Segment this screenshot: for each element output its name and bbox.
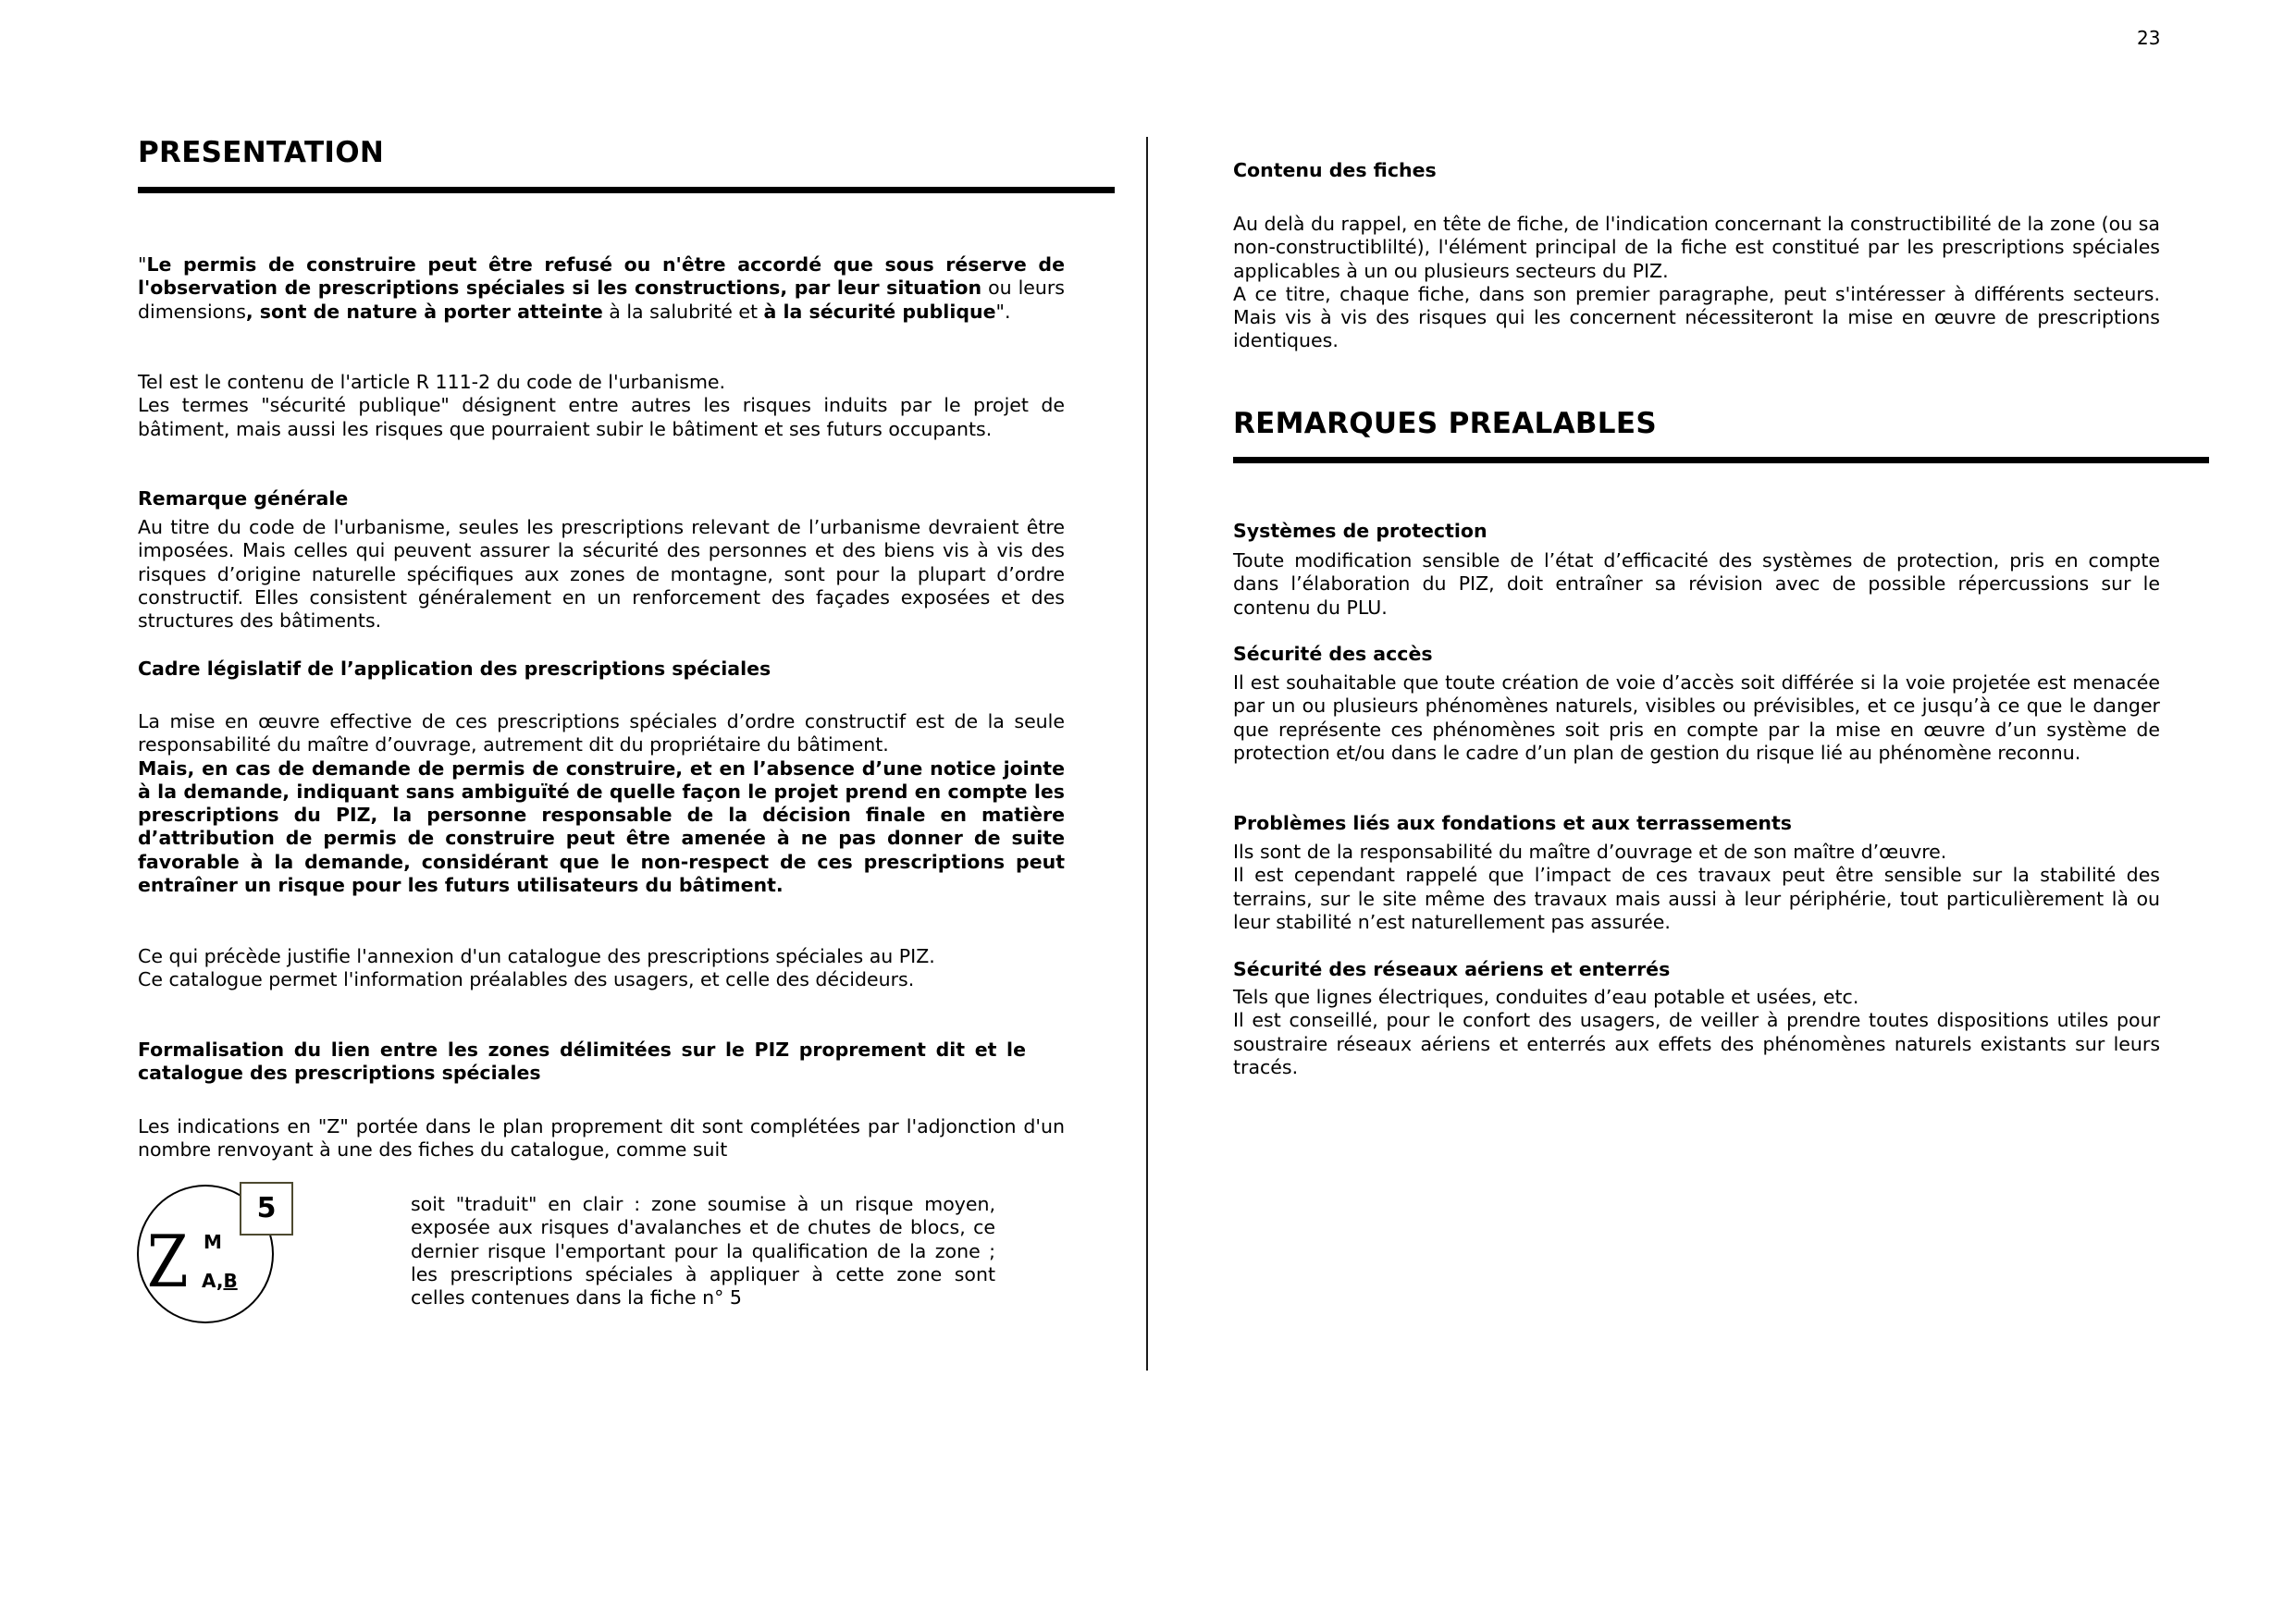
zone-risk-level: M <box>204 1231 222 1253</box>
title-rule <box>138 187 1115 193</box>
title-rule <box>1233 457 2209 463</box>
section-text: Il est souhaitable que toute création de voie d’accès soit différée si la voie projetée est menacée par un ou plusieurs phénomènes naturels, visibles ou prévisibles, et ce jusqu’à ce que le danger que représente ces phénomènes soit pris en compte par la mise en œuvre d’un système de protection et/ou dans le cadre d’un plan de gestion du risque lié au phénomène reconnu. <box>1233 671 2160 764</box>
intro-line-1: Tel est le contenu de l'article R 111-2 du code de l'urbanisme. <box>138 371 726 393</box>
zone-letter: Z <box>147 1221 189 1304</box>
column-divider <box>1146 137 1148 1371</box>
subheading-fondations-terrassements: Problèmes liés aux fondations et aux terrassements <box>1233 812 1793 834</box>
risk-type-b: B <box>223 1270 238 1292</box>
zone-symbol-explanation <box>411 1193 995 1309</box>
quote-bold-1: Le permis de construire peut être refusé ou n'être accordé que sous réserve de l'observation de prescriptions spéciales si les constructions, par leur situation <box>138 253 1065 300</box>
risk-type-a: A, <box>202 1270 224 1292</box>
zone-risk-types <box>202 1270 238 1292</box>
reseaux-body <box>1233 986 2160 1079</box>
contenu-para-2: A ce titre, chaque fiche, dans son premier paragraphe, peut s'intéresser à différents secteurs. Mais vis à vis des risques qui les concernent nécessiteront la mise en œuvre de prescriptions identiques. <box>1233 282 2160 352</box>
fondations-body <box>1233 841 2160 934</box>
cadre-legislatif-body <box>138 710 1065 897</box>
securite-acces-body <box>1233 671 2160 765</box>
subheading-formalisation: Formalisation du lien entre les zones délimitées sur le PIZ proprement dit et le catalogue des prescriptions spéciales <box>138 1039 1026 1085</box>
quote-normal-1: ou leurs dimensions <box>138 277 1065 323</box>
formalisation-text: Les indications en "Z" portée dans le plan proprement dit sont complétées par l'adjonction d'un nombre renvoyant à une des fiches du catalogue, comme suit <box>138 1115 1065 1162</box>
contenu-para-1: Au delà du rappel, en tête de fiche, de l'indication concernant la constructibilité de la zone (ou sa non-constructiblilté), l'élément principal de la fiche est constitué par les prescriptions spéciales applicables à un ou plusieurs secteurs du PIZ. <box>1233 213 2160 282</box>
subheading-reseaux: Sécurité des réseaux aériens et enterrés <box>1233 958 1671 980</box>
quote-bold-2: , sont de nature à porter atteinte <box>245 300 603 323</box>
subheading-systemes-protection: Systèmes de protection <box>1233 520 1487 542</box>
subheading-contenu-des-fiches: Contenu des fiches <box>1233 159 1437 181</box>
intro-paragraph <box>138 371 1065 441</box>
remarque-text: Au titre du code de l'urbanisme, seules les prescriptions relevant de l’urbanisme devraient être imposées. Mais celles qui peuvent assurer la sécurité des personnes et des biens vis à vis des risques d’origine naturelle spécifiques aux zones de montagne, sont pour la plupart d’ordre constructif. Elles consistent généralement en un renforcement des façades exposées et des structures des bâtiments. <box>138 516 1065 633</box>
catalogue-line-1: Ce qui précède justifie l'annexion d'un catalogue des prescriptions spéciales au PIZ. <box>138 945 935 967</box>
remarque-generale-body <box>138 516 1065 633</box>
article-quote <box>138 253 1065 324</box>
quote-bold-3: à la sécurité publique <box>763 300 996 323</box>
quote-open: " <box>138 253 147 276</box>
fiche-number-box: 5 <box>240 1182 293 1236</box>
quote-close: ". <box>995 300 1011 323</box>
section-text: Ils sont de la responsabilité du maître d’ouvrage et de son maître d’œuvre. <box>1233 841 1947 863</box>
subheading-cadre-legislatif: Cadre législatif de l’application des prescriptions spéciales <box>138 658 772 680</box>
intro-line-2: Les termes "sécurité publique" désignent entre autres les risques induits par le projet de bâtiment, mais aussi les risques que pourraient subir le bâtiment et ses futurs occupants. <box>138 394 1065 440</box>
section-text: Il est conseillé, pour le confort des usagers, de veiller à prendre toutes dispositions utiles pour soustraire réseaux aériens et enterrés aux effets des phénomènes naturels existants sur leurs tracés. <box>1233 1009 2160 1078</box>
section-text: Tels que lignes électriques, conduites d’eau potable et usées, etc. <box>1233 986 1859 1008</box>
catalogue-paragraph <box>138 945 1065 992</box>
explanation-text: soit "traduit" en clair : zone soumise à un risque moyen, exposée aux risques d'avalanches et de chutes de blocs, ce dernier risque l'emportant pour la qualification de la zone ; les prescriptions spéciales à appliquer à cette zone sont celles contenues dans la fiche n° 5 <box>411 1193 995 1309</box>
cadre-text: La mise en œuvre effective de ces prescriptions spéciales d’ordre constructif est de la seule responsabilité du maître d’ouvrage, autrement dit du propriétaire du bâtiment. <box>138 710 1065 756</box>
subheading-securite-acces: Sécurité des accès <box>1233 643 1433 665</box>
subheading-remarque-generale: Remarque générale <box>138 487 349 510</box>
catalogue-line-2: Ce catalogue permet l'information préalables des usagers, et celle des décideurs. <box>138 968 915 991</box>
section-text: Toute modification sensible de l’état d’efficacité des systèmes de protection, pris en compte dans l’élaboration du PIZ, doit entraîner sa révision avec de possible répercussions sur le contenu du PLU. <box>1233 549 2160 619</box>
formalisation-body <box>138 1115 1065 1162</box>
section-title-presentation: PRESENTATION <box>138 136 385 169</box>
section-title-remarques-prealables: REMARQUES PREALABLES <box>1233 407 1657 440</box>
cadre-bold-text: Mais, en cas de demande de permis de construire, et en l’absence d’une notice jointe à la demande, indiquant sans ambiguïté de quelle façon le projet prend en compte les prescriptions du PIZ, la personne responsable de la décision finale en matière d’attribution de permis de construire peut être amenée à ne pas donner de suite favorable à la demande, considérant que le non-respect de ces prescriptions peut entraîner un risque pour les futurs utilisateurs du bâtiment. <box>138 756 1065 897</box>
systemes-protection-body <box>1233 549 2160 620</box>
contenu-body <box>1233 213 2160 353</box>
quote-normal-2: à la salubrité et <box>602 300 764 323</box>
section-text: Il est cependant rappelé que l’impact de ces travaux peut être sensible sur la stabilité des terrains, sur le site même des travaux mais aussi à leur périphérie, tout particulièrement là ou leur stabilité n’est naturellement pas assurée. <box>1233 864 2160 933</box>
page-number: 23 <box>2137 27 2161 49</box>
